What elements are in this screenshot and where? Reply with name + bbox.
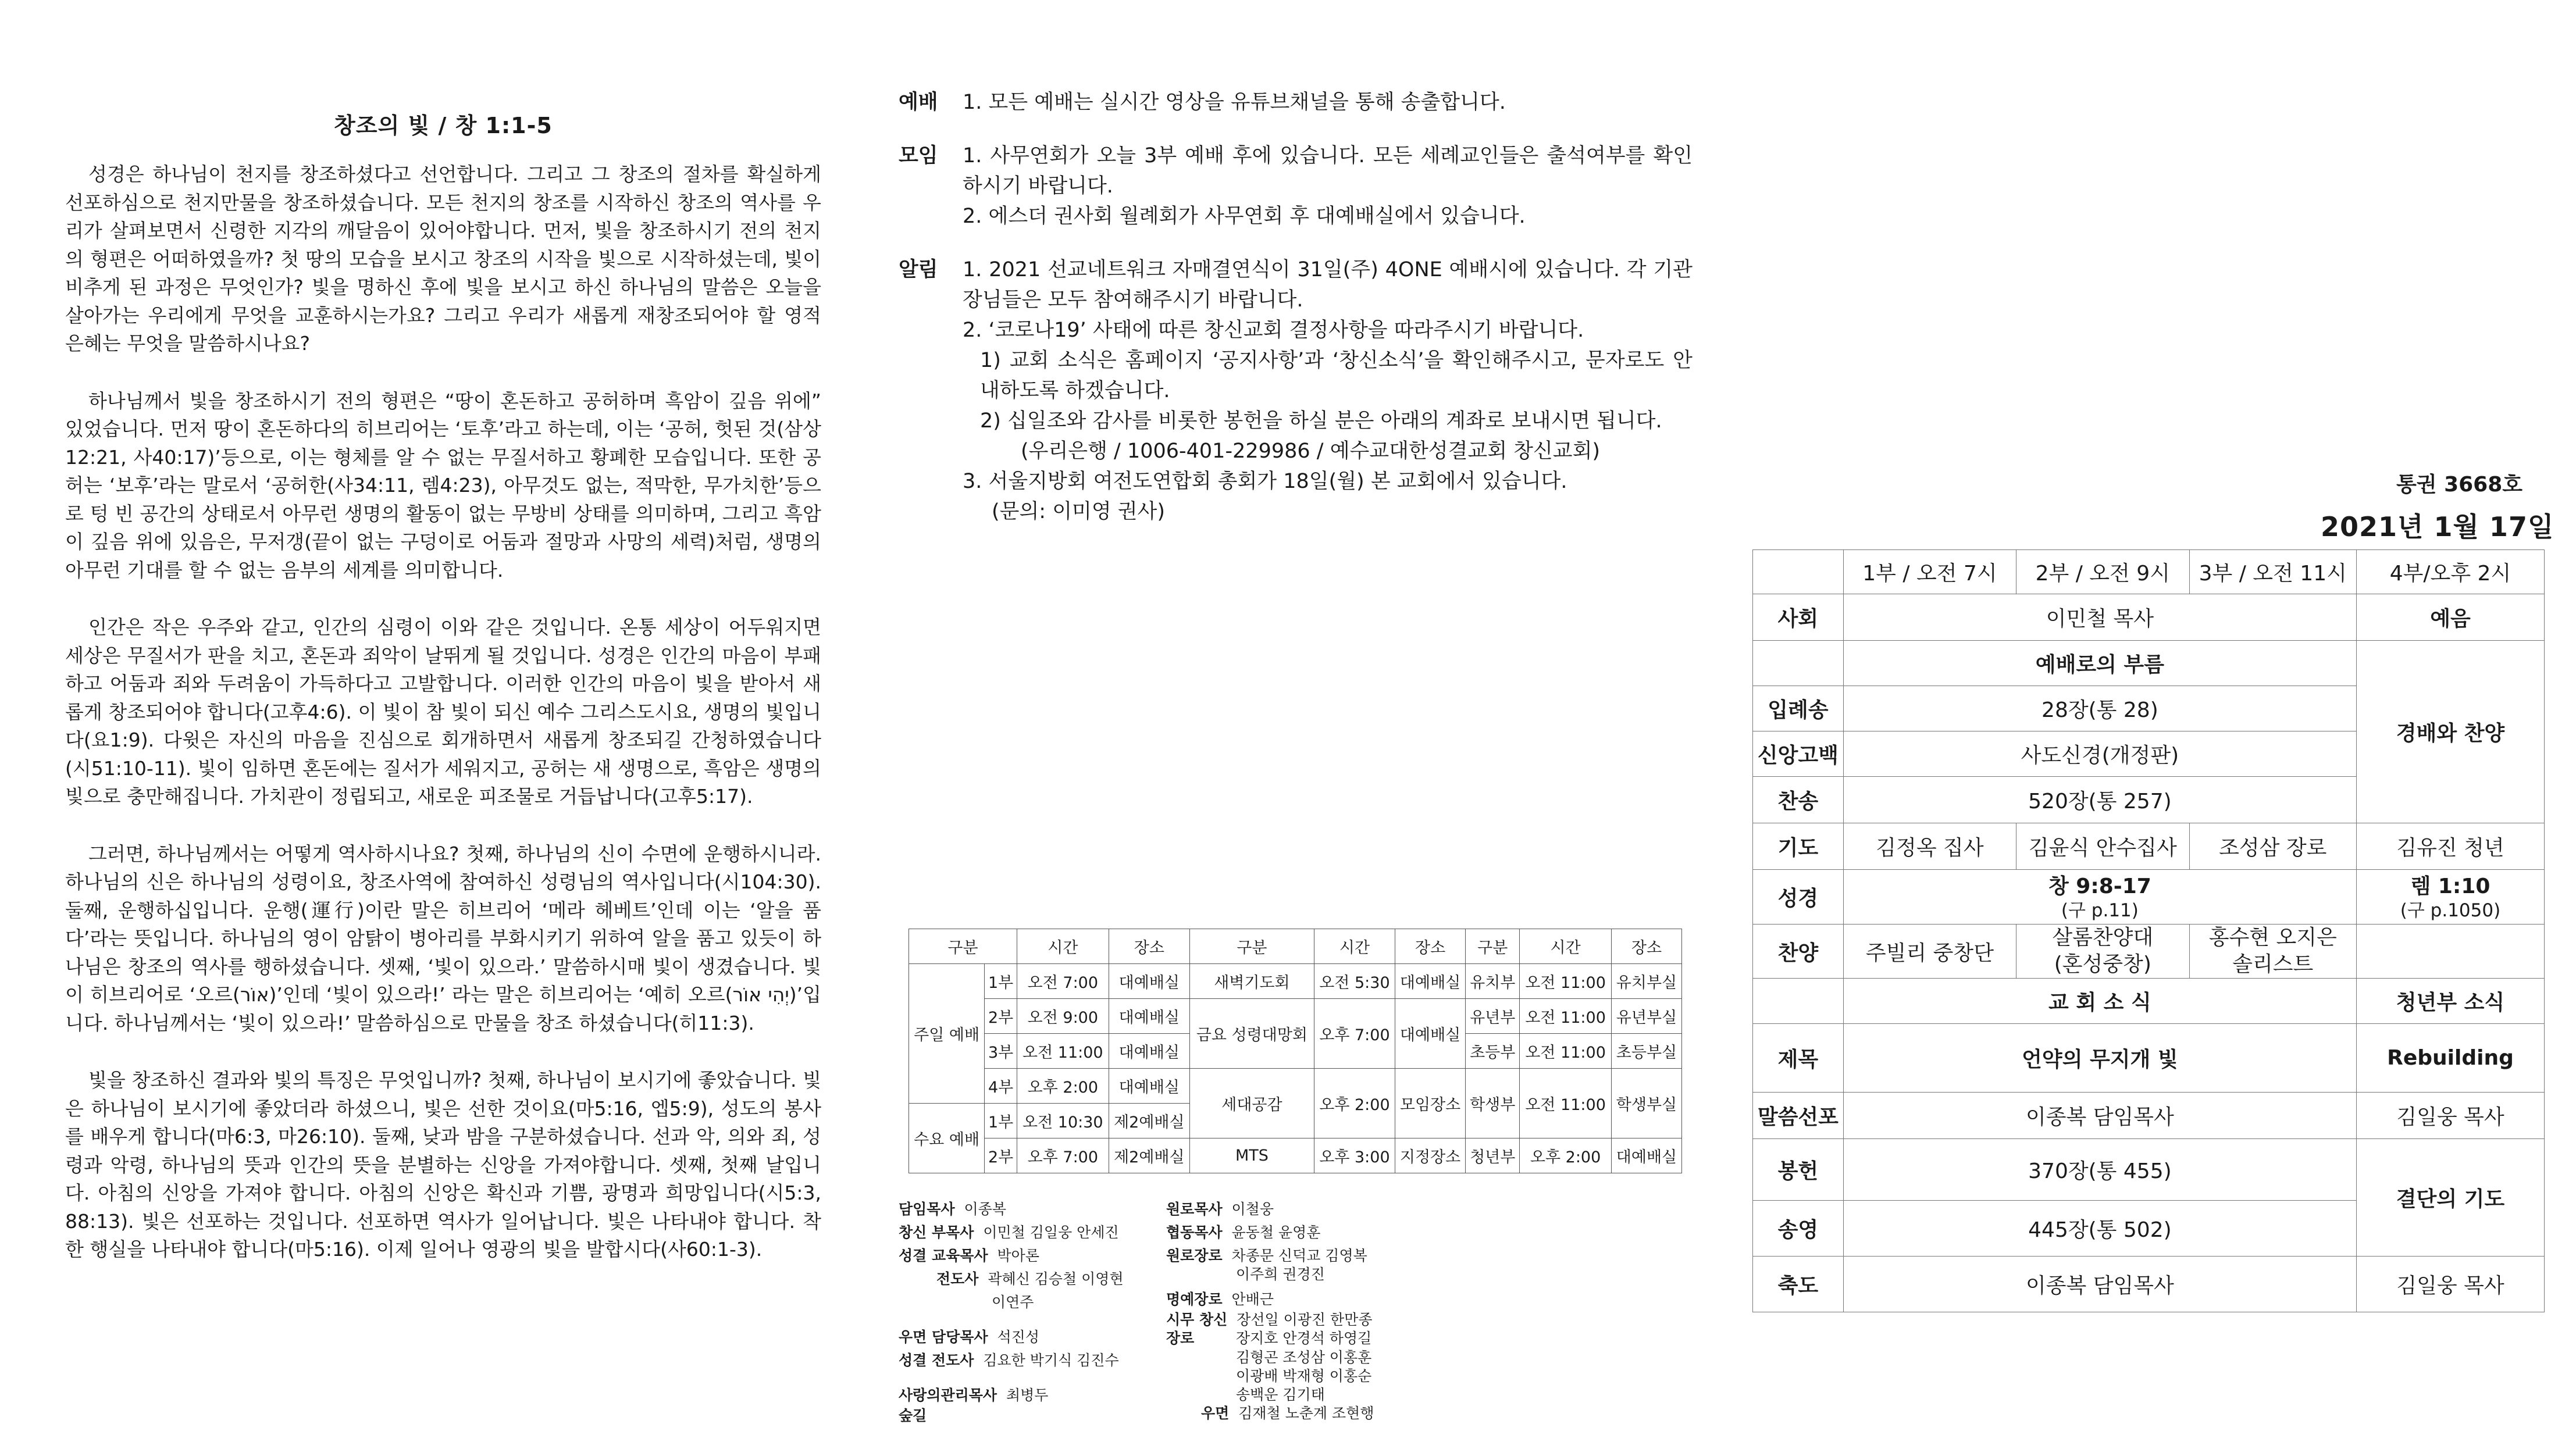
row-label: 사회 xyxy=(1753,594,1844,641)
sermon-paragraph-2: 하나님께서 빛을 창조하시기 전의 형편은 “땅이 혼돈하고 공허하며 흑암이 깊음 위에” 있었습니다. 먼저 땅이 혼돈하다의 히브리어는 ‘토후’라고 하는데, 이는 ‘공허, 헛된 것(삼상12:21, 사40:17)’등으로, 이는 형체를 알 수 없는 무질서하고 황폐한 모습입니다. 또한 공허는 ‘보후’라는 말로서 ‘공허한(사34:11, 렘4:23), 아무것도 없는, 적막한, 무가치한’등으로 텅 빈 공간의 상태로서 아무런 생명의 활동이 없는 무방비 상태를 의미하며, 그리고 흑암이 깊음 위에 있음은, 무저갱(끝이 없는 구덩이로 어둠과 절망과 사망의 세력)처럼, 생명의 아무런 기대를 할 수 없는 음부의 세계를 의미합니다. xyxy=(65,389,821,581)
staff-label: 창신 부목사 xyxy=(899,1224,974,1241)
preacher-cell: 이종복 담임목사 xyxy=(1843,1093,2356,1139)
announcements xyxy=(899,87,1693,550)
church-news: 교 회 소 식 xyxy=(1843,979,2356,1024)
schedule-category: 수요 예배 xyxy=(909,1104,985,1173)
table-row xyxy=(1753,979,2545,1024)
sermon-title-cell: 언약의 무지개 빛 xyxy=(1843,1024,2356,1093)
row-label: 말씀선포 xyxy=(1753,1093,1844,1139)
announce-label: 모임 xyxy=(899,144,938,167)
staff-label: 전도사 xyxy=(936,1270,979,1287)
choir-name: 살롬찬양대 xyxy=(2052,926,2154,950)
announce-contact: (문의: 이미영 권사) xyxy=(992,500,1166,523)
youth-title-cell: Rebuilding xyxy=(2357,1024,2545,1093)
staff-line xyxy=(899,1384,1048,1407)
row-label: 축도 xyxy=(1753,1257,1844,1312)
church-staff xyxy=(899,1198,1399,1424)
table-header-row xyxy=(1753,550,2545,594)
schedule-place: 유년부실 xyxy=(1611,999,1681,1034)
staff-label: 성결 교육목사 xyxy=(899,1247,988,1264)
staff-line xyxy=(899,1326,1039,1349)
column-header: 구분 xyxy=(909,929,1017,964)
sermon-paragraph-3: 인간은 작은 우주와 같고, 인간의 심령이 이와 같은 것입니다. 온통 세상이 어두워지면 세상은 무질서가 판을 치고, 혼돈과 죄악이 날뛰게 될 것입니다. 성경은 인간의 마음이 부패하고 어둠과 죄와 두려움이 가득하다고 고발합니다. 이러한 인간의 마음이 빛을 받아서 새롭게 창조되어야 합니다(고후4:6). 이 빛이 참 빛이 되신 예수 그리스도시요, 생명의 빛입니다(요1:9). 다윗은 자신의 마음을 진심으로 회개하면서 새롭게 창조되길 간청하였습니다(시51:10-11). 빛이 임하면 혼돈에는 질서가 세워지고, 공허는 새 생명으로, 흑암은 생명의 빛으로 충만해집니다. 가치관이 정립되고, 새로운 피조물로 거듭납니다(고후5:17). xyxy=(65,616,821,808)
bible-text: 창 9:8-17 xyxy=(2048,874,2151,898)
staff-line xyxy=(992,1291,1034,1314)
schedule-part: 1부 xyxy=(985,964,1017,999)
sermon-title: 창조의 빛 / 창 1:1-5 xyxy=(334,113,553,138)
announce-item: 3. 서울지방회 여전도연합회 총회가 18일(월) 본 교회에서 있습니다. xyxy=(963,470,1567,493)
staff-label: 사랑의관리목사 xyxy=(899,1387,997,1404)
column-header: 시간 xyxy=(1520,929,1612,964)
staff-label: 원로목사 xyxy=(1166,1201,1223,1218)
staff-names: 이민철 김일웅 안세진 xyxy=(983,1224,1119,1241)
issue-number: 통권 3668호 xyxy=(2396,473,2523,497)
staff-label: 시무 창신 xyxy=(1166,1311,1228,1328)
choir-cell xyxy=(2016,925,2189,979)
staff-line xyxy=(1166,1198,1274,1221)
schedule-place: 모임장소 xyxy=(1395,1069,1466,1138)
youth-prelude: 예음 xyxy=(2357,594,2545,641)
staff-label: 협동목사 xyxy=(1166,1224,1223,1241)
column-header: 장소 xyxy=(1109,929,1189,964)
service-header: 4부/오후 2시 xyxy=(2357,550,2545,594)
staff-label: 장로 xyxy=(1166,1330,1195,1347)
row-label: 제목 xyxy=(1753,1024,1844,1093)
staff-label: 원로장로 xyxy=(1166,1247,1223,1264)
schedule-time: 오전 10:30 xyxy=(1017,1104,1109,1138)
staff-names: 이연주 xyxy=(992,1294,1034,1311)
table-row xyxy=(1753,925,2545,979)
staff-names: 김요한 박기식 김진수 xyxy=(983,1352,1119,1369)
staff-names: 장선일 이광진 한만종 xyxy=(1237,1311,1373,1328)
column-header: 시간 xyxy=(1017,929,1109,964)
sermon-paragraph-5: 빛을 창조하신 결과와 빛의 특징은 무엇입니까? 첫째, 하나님이 보시기에 좋았습니다. 빛은 하나님이 보시기에 좋았더라 하셨으니, 빛은 선한 것이요(마5:16, 엡5:9), 성도의 봉사를 배우게 합니다(마6:3, 마26:10). 둘째, 낮과 밤을 구분하셨습니다. 선과 악, 의와 죄, 성령과 악령, 하나님의 뜻과 인간의 뜻을 분별하는 신앙을 가져야합니다. 셋째, 첫째 날입니다. 아침의 신앙을 가져야 합니다. 아침의 신앙은 확신과 기쁨, 광명과 희망입니다(시5:3, 88:13). 빛은 선포하는 것입니다. 선포하면 역사가 일어납니다. 빛은 나타내야 합니다. 착한 행실을 나타내야 합니다(마5:16). 이제 일어나 영광의 빛을 발합시다(사60:1-3). xyxy=(65,1069,821,1261)
schedule-part: 3부 xyxy=(985,1034,1017,1069)
choir-name: 홍수현 오지은 xyxy=(2208,926,2337,950)
schedule-time: 오전 11:00 xyxy=(1520,1069,1612,1138)
schedule-time: 오후 3:00 xyxy=(1314,1138,1395,1173)
youth-news: 청년부 소식 xyxy=(2357,979,2545,1024)
table-row xyxy=(1753,1257,2545,1312)
schedule-category: 청년부 xyxy=(1466,1138,1520,1173)
sermon-section xyxy=(65,108,821,1293)
prayer-cell: 김정옥 집사 xyxy=(1843,823,2016,870)
blessing-cell: 이종복 담임목사 xyxy=(1843,1257,2356,1312)
service-schedule-table xyxy=(908,929,1682,1173)
staff-label: 성결 전도사 xyxy=(899,1352,974,1369)
host-cell: 이민철 목사 xyxy=(1843,594,2356,641)
youth-bible-page: (구 p.1050) xyxy=(2400,900,2501,921)
staff-names: 김재철 노춘계 조현행 xyxy=(1238,1405,1374,1422)
schedule-time: 오전 9:00 xyxy=(1017,999,1109,1034)
prayer-cell: 김유진 청년 xyxy=(2357,823,2545,870)
table-row xyxy=(909,964,1682,999)
schedule-category: 주일 예배 xyxy=(909,964,985,1104)
staff-line xyxy=(899,1221,1119,1244)
row-label: 신앙고백 xyxy=(1753,731,1844,777)
schedule-time: 오전 11:00 xyxy=(1520,964,1612,999)
row-label: 입례송 xyxy=(1753,686,1844,731)
schedule-category: 세대공감 xyxy=(1190,1069,1314,1138)
table-header-row xyxy=(909,929,1682,964)
schedule-place: 대예배실 xyxy=(1395,964,1466,999)
row-label: 송영 xyxy=(1753,1201,1844,1257)
bible-cell xyxy=(1843,870,2356,925)
announce-item: 1. 모든 예배는 실시간 영상을 유튜브채널을 통해 송출합니다. xyxy=(963,91,1506,114)
schedule-time: 오후 2:00 xyxy=(1520,1138,1612,1173)
offering-cell: 370장(통 455) xyxy=(1843,1139,2356,1201)
schedule-time: 오후 2:00 xyxy=(1017,1069,1109,1104)
announce-subitem: 2) 십일조와 감사를 비롯한 봉헌을 하실 분은 아래의 계좌로 보내시면 됩니다. xyxy=(980,409,1662,433)
announce-item: 1. 사무연회가 오늘 3부 예배 후에 있습니다. 모든 세례교인들은 출석여부를 확인하시기 바랍니다. xyxy=(963,144,1693,198)
empty-label xyxy=(1753,979,1844,1024)
announce-item: 2. ‘코로나19’ 사태에 따른 창신교회 결정사항을 따라주시기 바랍니다. xyxy=(963,319,1584,342)
schedule-time: 오전 7:00 xyxy=(1017,964,1109,999)
table-row xyxy=(1753,870,2545,925)
schedule-time: 오전 11:00 xyxy=(1520,1034,1612,1069)
row-label: 찬양 xyxy=(1753,925,1844,979)
announce-worship xyxy=(899,87,1693,117)
schedule-place: 초등부실 xyxy=(1611,1034,1681,1069)
schedule-category: 유치부 xyxy=(1466,964,1520,999)
youth-bible-text: 렘 1:10 xyxy=(2410,874,2491,898)
staff-line xyxy=(899,1198,1006,1221)
announce-meeting xyxy=(899,141,1693,231)
youth-bible-cell xyxy=(2357,870,2545,925)
sending-cell: 445장(통 502) xyxy=(1843,1201,2356,1257)
youth-preacher-cell: 김일웅 목사 xyxy=(2357,1093,2545,1139)
table-row xyxy=(1753,1024,2545,1093)
staff-label: 명예장로 xyxy=(1166,1291,1223,1308)
schedule-place: 대예배실 xyxy=(1109,1069,1189,1104)
staff-names: 최병두 xyxy=(1006,1387,1049,1404)
schedule-place: 유치부실 xyxy=(1611,964,1681,999)
bank-account: (우리은행 / 1006-401-229986 / 예수교대한성결교회 창신교회) xyxy=(1021,440,1601,463)
staff-line xyxy=(1166,1327,1194,1350)
staff-line xyxy=(899,1404,927,1427)
row-label: 봉헌 xyxy=(1753,1139,1844,1201)
praise-cell: 520장(통 257) xyxy=(1843,777,2356,823)
staff-names: 곽혜신 김승철 이영현 xyxy=(988,1270,1124,1287)
schedule-part: 2부 xyxy=(985,999,1017,1034)
staff-names: 석진성 xyxy=(997,1329,1039,1345)
row-label: 찬송 xyxy=(1753,777,1844,823)
row-label: 기도 xyxy=(1753,823,1844,870)
schedule-category: MTS xyxy=(1190,1138,1314,1173)
staff-names: 장지호 안경석 하영길 xyxy=(1236,1330,1372,1347)
staff-label: 우면 xyxy=(1201,1405,1230,1422)
schedule-part: 2부 xyxy=(985,1138,1017,1173)
table-row xyxy=(909,1138,1682,1173)
staff-label: 우면 담당목사 xyxy=(899,1329,988,1345)
call-to-worship: 예배로의 부름 xyxy=(1843,641,2356,686)
schedule-time: 오전 11:00 xyxy=(1017,1034,1109,1069)
announce-subitem: 1) 교회 소식은 홈페이지 ‘공지사항’과 ‘창신소식’을 확인해주시고, 문자로도 안내하도록 하겠습니다. xyxy=(980,349,1693,402)
schedule-part: 4부 xyxy=(985,1069,1017,1104)
choir-cell: 주빌리 중창단 xyxy=(1843,925,2016,979)
bulletin-date: 2021년 1월 17일 xyxy=(2321,511,2554,542)
hymn-cell: 28장(통 28) xyxy=(1843,686,2356,731)
prayer-cell: 조성삼 장로 xyxy=(2189,823,2357,870)
table-row xyxy=(1753,641,2545,686)
table-row xyxy=(1753,1139,2545,1201)
announce-label: 알림 xyxy=(899,258,938,281)
schedule-time: 오후 7:00 xyxy=(1017,1138,1109,1173)
creed-cell: 사도신경(개정판) xyxy=(1843,731,2356,777)
schedule-time: 오후 2:00 xyxy=(1314,1069,1395,1138)
staff-names: 이종복 xyxy=(964,1201,1006,1218)
service-header: 1부 / 오전 7시 xyxy=(1843,550,2016,594)
announce-notice xyxy=(899,255,1693,527)
choir-type: (혼성중창) xyxy=(2054,952,2151,976)
schedule-part: 1부 xyxy=(985,1104,1017,1138)
choir-cell xyxy=(2189,925,2357,979)
staff-line xyxy=(1236,1263,1325,1286)
staff-line xyxy=(899,1349,1119,1372)
staff-line xyxy=(1166,1288,1274,1311)
schedule-category: 새벽기도회 xyxy=(1190,964,1314,999)
schedule-category: 초등부 xyxy=(1466,1034,1520,1069)
table-row xyxy=(909,999,1682,1034)
staff-label: 담임목사 xyxy=(899,1201,955,1218)
column-header: 장소 xyxy=(1611,929,1681,964)
staff-line xyxy=(1201,1402,1374,1425)
schedule-place: 대예배실 xyxy=(1109,1034,1189,1069)
schedule-category: 학생부 xyxy=(1466,1069,1520,1138)
schedule-category: 유년부 xyxy=(1466,999,1520,1034)
staff-names: 안배근 xyxy=(1231,1291,1274,1308)
schedule-place: 대예배실 xyxy=(1395,999,1466,1069)
schedule-time: 오후 7:00 xyxy=(1314,999,1395,1069)
schedule-category: 금요 성령대망회 xyxy=(1190,999,1314,1069)
staff-names: 송백운 김기태 xyxy=(1236,1386,1325,1403)
table-row xyxy=(1753,594,2545,641)
empty-cell xyxy=(2357,925,2545,979)
corner-cell xyxy=(1753,550,1844,594)
staff-label: 숲길 xyxy=(899,1407,927,1424)
schedule-place: 대예배실 xyxy=(1109,999,1189,1034)
service-header: 3부 / 오전 11시 xyxy=(2189,550,2357,594)
staff-names: 이광배 박재형 이홍순 xyxy=(1236,1368,1372,1384)
schedule-time: 오전 11:00 xyxy=(1520,999,1612,1034)
table-row xyxy=(1753,823,2545,870)
youth-offering-cell: 결단의 기도 xyxy=(2357,1139,2545,1257)
youth-blessing-cell: 김일웅 목사 xyxy=(2357,1257,2545,1312)
schedule-time: 오전 5:30 xyxy=(1314,964,1395,999)
prayer-cell: 김윤식 안수집사 xyxy=(2016,823,2189,870)
worship-order-table xyxy=(1752,549,2545,1312)
schedule-place: 제2예배실 xyxy=(1109,1138,1189,1173)
bible-page: (구 p.11) xyxy=(2061,900,2139,921)
staff-line xyxy=(936,1268,1124,1291)
youth-praise: 경배와 찬양 xyxy=(2357,641,2545,823)
announce-item: 1. 2021 선교네트워크 자매결연식이 31일(주) 4ONE 예배시에 있습니다. 각 기관장님들은 모두 참여해주시기 바랍니다. xyxy=(963,258,1693,312)
table-row xyxy=(1753,1093,2545,1139)
staff-names: 박아론 xyxy=(997,1247,1039,1264)
staff-names: 이철웅 xyxy=(1231,1201,1274,1218)
staff-line xyxy=(1166,1221,1320,1244)
schedule-place: 대예배실 xyxy=(1109,964,1189,999)
sermon-paragraph-1: 성경은 하나님이 천지를 창조하셨다고 선언합니다. 그리고 그 창조의 절차를 확실하게 선포하심으로 천지만물을 창조하셨습니다. 모든 천지의 창조를 시작하신 창조의 역사를 우리가 살펴보면서 신령한 지각의 깨달음이 있어야합니다. 먼저, 빛을 창조하시기 전의 천지의 형편은 어떠하였을까? 첫 땅의 모습을 보시고 창조의 시작을 빛으로 시작하셨는데, 빛이 비추게 된 과정은 무엇인가? 빛을 명하신 후에 빛을 보시고 하신 하나님의 말씀은 오늘을 살아가는 우리에게 무엇을 교훈하시는가요? 그리고 우리가 새롭게 재창조되어야 할 영적 은혜는 무엇을 말씀하시나요? xyxy=(65,163,821,355)
choir-type: 솔리스트 xyxy=(2232,952,2314,976)
announce-item: 2. 에스더 권사회 월례회가 사무연회 후 대예배실에서 있습니다. xyxy=(963,205,1526,228)
staff-names: 김형곤 조성삼 이홍훈 xyxy=(1236,1349,1372,1366)
staff-names: 이주희 권경진 xyxy=(1236,1266,1325,1283)
staff-names: 윤동철 윤영훈 xyxy=(1231,1224,1321,1241)
row-label: 성경 xyxy=(1753,870,1844,925)
service-header: 2부 / 오전 9시 xyxy=(2016,550,2189,594)
schedule-place: 대예배실 xyxy=(1611,1138,1681,1173)
column-header: 구분 xyxy=(1190,929,1314,964)
table-row xyxy=(909,1069,1682,1104)
announce-label: 예배 xyxy=(899,91,938,114)
schedule-place: 제2예배실 xyxy=(1109,1104,1189,1138)
schedule-place: 학생부실 xyxy=(1611,1069,1681,1138)
column-header: 장소 xyxy=(1395,929,1466,964)
sermon-paragraph-4: 그러면, 하나님께서는 어떻게 역사하시나요? 첫째, 하나님의 신이 수면에 운행하시니라. 하나님의 신은 하나님의 성령이요, 창조사역에 참여하신 성령님의 역사입니다(시104:30). 둘째, 운행하십입니다. 운행(運行)이란 말은 히브리어 ‘메라 헤베트’인데 이는 ‘알을 품다’라는 뜻입니다. 하나님의 영이 암탉이 병아리를 부화시키기 위하여 알을 품고 있듯이 하나님은 창조의 역사를 행하셨습니다. 셋째, ‘빛이 있으라.’ 말씀하시매 빛이 생겼습니다. 빛이 히브리어로 ‘오르(אוֹר)’인데 ‘빛이 있으라!’ 라는 말은 히브리어는 ‘예히 오르(יְהִי אוֹר)’입니다. 하나님께서는 ‘빛이 있으라!’ 말씀하심으로 만물을 창조 하셨습니다(히11:3). xyxy=(65,842,821,1034)
column-header: 시간 xyxy=(1314,929,1395,964)
empty-label xyxy=(1753,641,1844,686)
column-header: 구분 xyxy=(1466,929,1520,964)
schedule-place: 지정장소 xyxy=(1395,1138,1466,1173)
staff-names: 차종문 신덕교 김영복 xyxy=(1231,1247,1367,1264)
staff-line xyxy=(899,1244,1039,1268)
